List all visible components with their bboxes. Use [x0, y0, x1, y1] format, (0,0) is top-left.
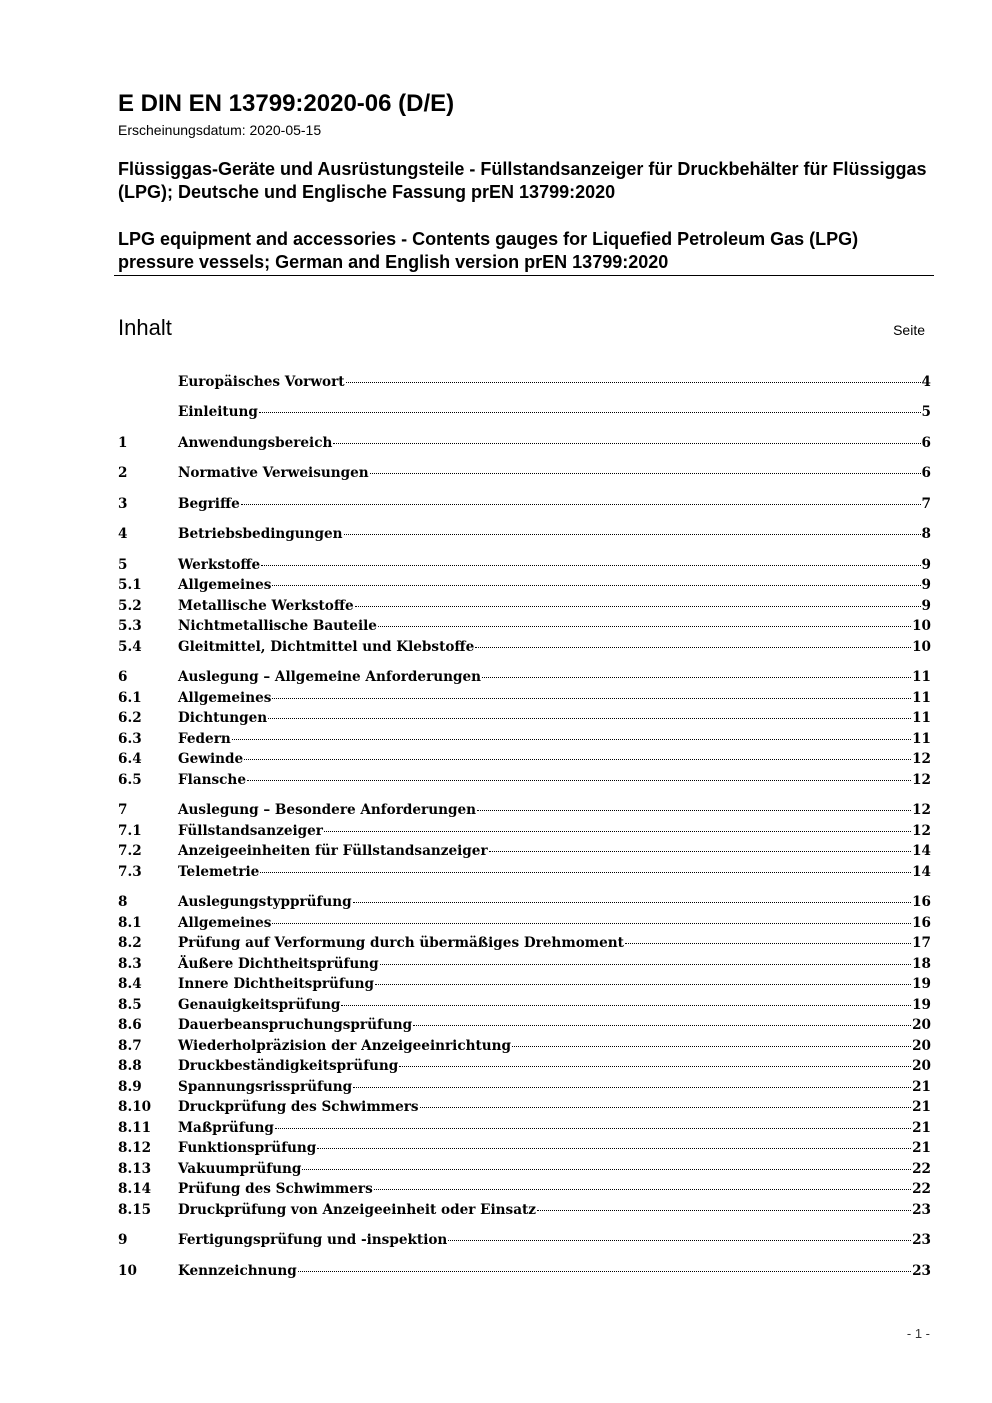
toc-entry[interactable] — [118, 708, 931, 728]
toc-entry-number: 8.4 — [118, 976, 142, 992]
toc-entry[interactable] — [118, 1261, 931, 1281]
toc-entry-title: Allgemeines — [178, 690, 272, 706]
toc-entry-number: 5.4 — [118, 639, 142, 655]
toc-entry-number: 7.2 — [118, 843, 142, 859]
toc-leader-dots — [232, 739, 911, 740]
toc-entry-page: 10 — [912, 618, 931, 634]
toc-entry-title: Wiederholpräzision der Anzeigeeinrichtung — [178, 1038, 512, 1054]
toc-entry-number: 8.9 — [118, 1079, 142, 1095]
toc-entry-title: Spannungsrissprüfung — [178, 1079, 353, 1095]
standard-identifier: E DIN EN 13799:2020-06 (D/E) — [118, 90, 455, 117]
toc-leader-dots — [317, 1148, 911, 1149]
toc-entry-page: 12 — [912, 802, 931, 818]
toc-leader-dots — [477, 810, 911, 811]
toc-leader-dots — [259, 412, 921, 413]
toc-entry[interactable] — [118, 770, 931, 790]
toc-entry-page: 12 — [912, 772, 931, 788]
toc-entry-page: 10 — [912, 639, 931, 655]
toc-leader-dots — [298, 1271, 911, 1272]
toc-entry-title: Genauigkeitsprüfung — [178, 997, 341, 1013]
toc-entry-number: 3 — [118, 496, 128, 512]
toc-entry[interactable] — [118, 913, 931, 933]
toc-entry-title: Innere Dichtheitsprüfung — [178, 976, 375, 992]
toc-entry-number: 6.2 — [118, 710, 142, 726]
toc-entry-page: 18 — [912, 956, 931, 972]
toc-entry-title: Normative Verweisungen — [178, 465, 369, 481]
toc-entry-page: 12 — [912, 823, 931, 839]
toc-entry-title: Funktionsprüfung — [178, 1140, 317, 1156]
toc-leader-dots — [275, 1128, 911, 1129]
toc-entry-number: 8.3 — [118, 956, 142, 972]
toc-leader-dots — [247, 780, 911, 781]
toc-entry-page: 23 — [912, 1202, 931, 1218]
toc-entry-title: Druckbeständigkeitsprüfung — [178, 1058, 399, 1074]
toc-entry-title: Begriffe — [178, 496, 240, 512]
toc-leader-dots — [260, 872, 911, 873]
toc-entry-number: 6.4 — [118, 751, 142, 767]
toc-entry-title: Anwendungsbereich — [178, 435, 333, 451]
toc-entry[interactable] — [118, 841, 931, 861]
toc-entry-page: 20 — [912, 1058, 931, 1074]
toc-entry-page: 16 — [912, 915, 931, 931]
toc-entry-number: 8.8 — [118, 1058, 142, 1074]
toc-leader-dots — [512, 1046, 911, 1047]
toc-leader-dots — [241, 504, 921, 505]
toc-entry-page: 22 — [912, 1161, 931, 1177]
toc-entry[interactable] — [118, 575, 931, 595]
document-title-english: LPG equipment and accessories - Contents gauges for Liquefied Petroleum Gas (LPG) pressure vessels; German and English version prEN 13799:2020 — [118, 229, 859, 272]
toc-leader-dots — [333, 443, 920, 444]
toc-entry[interactable] — [118, 1097, 931, 1117]
toc-entry[interactable] — [118, 688, 931, 708]
toc-entry-number: 8.10 — [118, 1099, 152, 1115]
toc-entry-page: 5 — [921, 404, 931, 420]
toc-entry-page: 22 — [912, 1181, 931, 1197]
toc-entry[interactable] — [118, 524, 931, 544]
toc-entry-page: 11 — [912, 731, 931, 747]
toc-entry-number: 8.13 — [118, 1161, 152, 1177]
toc-entry-page: 11 — [912, 669, 931, 685]
toc-entry-number: 7.3 — [118, 864, 142, 880]
toc-leader-dots — [374, 1189, 911, 1190]
toc-entry-page: 20 — [912, 1017, 931, 1033]
toc-entry-number: 5.2 — [118, 598, 142, 614]
toc-entry[interactable] — [118, 862, 931, 882]
toc-entry-title: Anzeigeeinheiten für Füllstandsanzeiger — [178, 843, 488, 859]
toc-entry-number: 8.6 — [118, 1017, 142, 1033]
toc-entry-title: Einleitung — [178, 404, 258, 420]
toc-entry-number: 4 — [118, 526, 128, 542]
toc-leader-dots — [355, 606, 921, 607]
toc-leader-dots — [324, 831, 911, 832]
toc-entry[interactable] — [118, 596, 931, 616]
toc-entry-title: Druckprüfung von Anzeigeeinheit oder Einsatz — [178, 1202, 537, 1218]
toc-entry-number: 6.1 — [118, 690, 142, 706]
toc-entry-title: Dichtungen — [178, 710, 268, 726]
toc-entry[interactable] — [118, 616, 931, 636]
toc-entry-title: Auslegungstypprüfung — [178, 894, 352, 910]
toc-entry-number: 8.11 — [118, 1120, 152, 1136]
toc-entry-title: Auslegung – Besondere Anforderungen — [178, 802, 477, 818]
toc-entry-page: 19 — [912, 976, 931, 992]
toc-entry-title: Fertigungsprüfung und -inspektion — [178, 1232, 448, 1248]
toc-entry-page: 16 — [912, 894, 931, 910]
toc-leader-dots — [353, 902, 911, 903]
toc-entry[interactable] — [118, 1200, 931, 1220]
toc-page-column-label: Seite — [893, 322, 925, 338]
toc-leader-dots — [380, 964, 911, 965]
toc-leader-dots — [353, 1087, 911, 1088]
toc-entry-number: 7 — [118, 802, 128, 818]
toc-leader-dots — [375, 984, 911, 985]
toc-entry-page: 20 — [912, 1038, 931, 1054]
toc-entry-number: 5.3 — [118, 618, 142, 634]
toc-entry-page: 14 — [912, 843, 931, 859]
toc-leader-dots — [370, 473, 921, 474]
toc-entry-page: 11 — [912, 710, 931, 726]
toc-entry-page: 11 — [912, 690, 931, 706]
toc-entry[interactable] — [118, 555, 931, 575]
toc-leader-dots — [399, 1066, 911, 1067]
toc-entry-title: Allgemeines — [178, 577, 272, 593]
toc-entry[interactable] — [118, 995, 931, 1015]
toc-leader-dots — [244, 759, 911, 760]
toc-entry[interactable] — [118, 1015, 931, 1035]
toc-entry-number: 7.1 — [118, 823, 142, 839]
toc-entry[interactable] — [118, 372, 931, 392]
toc-entry-page: 12 — [912, 751, 931, 767]
toc-entry-title: Auslegung – Allgemeine Anforderungen — [178, 669, 482, 685]
toc-entry[interactable] — [118, 729, 931, 749]
toc-entry[interactable] — [118, 1077, 931, 1097]
toc-entry-page: 9 — [921, 557, 931, 573]
toc-entry[interactable] — [118, 1230, 931, 1250]
toc-leader-dots — [420, 1107, 912, 1108]
toc-entry-number: 10 — [118, 1263, 137, 1279]
toc-entry-title: Federn — [178, 731, 231, 747]
toc-entry-number: 8.12 — [118, 1140, 152, 1156]
toc-entry-title: Gewinde — [178, 751, 244, 767]
toc-entry-title: Gleitmittel, Dichtmittel und Klebstoffe — [178, 639, 475, 655]
toc-entry-page: 8 — [921, 526, 931, 542]
toc-entry-title: Allgemeines — [178, 915, 272, 931]
toc-entry-number: 8.7 — [118, 1038, 142, 1054]
toc-entry-page: 21 — [912, 1099, 931, 1115]
toc-entry[interactable] — [118, 821, 931, 841]
toc-entry[interactable] — [118, 800, 931, 820]
toc-leader-dots — [272, 585, 920, 586]
document-title-german: Flüssiggas-Geräte und Ausrüstungsteile - Füllstandsanzeiger für Druckbehälter für Flüssiggas (LPG); Deutsche und Englische Fassung prEN 13799:2020 — [118, 159, 927, 202]
toc-entry[interactable] — [118, 1179, 931, 1199]
toc-entry-page: 6 — [921, 465, 931, 481]
toc-entry-number: 5 — [118, 557, 128, 573]
toc-entry[interactable] — [118, 463, 931, 483]
toc-leader-dots — [625, 943, 911, 944]
toc-leader-dots — [537, 1210, 911, 1211]
toc-entry-title: Telemetrie — [178, 864, 260, 880]
toc-entry-page: 17 — [912, 935, 931, 951]
toc-entry-title: Vakuumprüfung — [178, 1161, 302, 1177]
toc-entry-number: 9 — [118, 1232, 128, 1248]
toc-leader-dots — [378, 626, 911, 627]
toc-entry-number: 6.5 — [118, 772, 142, 788]
toc-entry[interactable] — [118, 494, 931, 514]
toc-leader-dots — [268, 718, 911, 719]
toc-entry[interactable] — [118, 1118, 931, 1138]
toc-entry-title: Maßprüfung — [178, 1120, 274, 1136]
toc-entry-number: 5.1 — [118, 577, 142, 593]
toc-entry[interactable] — [118, 433, 931, 453]
toc-heading: Inhalt — [118, 315, 172, 340]
toc-entry-page: 9 — [921, 577, 931, 593]
toc-entry[interactable] — [118, 933, 931, 953]
toc-leader-dots — [346, 382, 921, 383]
toc-entry-number: 8.2 — [118, 935, 142, 951]
toc-leader-dots — [475, 647, 911, 648]
toc-entry[interactable] — [118, 974, 931, 994]
toc-leader-dots — [489, 851, 911, 852]
toc-entry[interactable] — [118, 749, 931, 769]
toc-entry-title: Prüfung auf Verformung durch übermäßiges Drehmoment — [178, 935, 624, 951]
toc-leader-dots — [448, 1240, 911, 1241]
toc-entry[interactable] — [118, 637, 931, 657]
toc-entry-page: 23 — [912, 1263, 931, 1279]
toc-entry-title: Nichtmetallische Bauteile — [178, 618, 377, 634]
toc-entry-page: 21 — [912, 1120, 931, 1136]
toc-entry-number: 1 — [118, 435, 128, 451]
page-number: - 1 - — [906, 1326, 930, 1341]
toc-entry-number: 8.14 — [118, 1181, 152, 1197]
toc-entry[interactable] — [118, 1036, 931, 1056]
toc-entry-number: 6.3 — [118, 731, 142, 747]
toc-entry-title: Füllstandsanzeiger — [178, 823, 323, 839]
toc-entry-number: 8.1 — [118, 915, 142, 931]
toc-entry-page: 9 — [921, 598, 931, 614]
toc-leader-dots — [261, 565, 920, 566]
toc-leader-dots — [302, 1169, 911, 1170]
toc-entry-number: 6 — [118, 669, 128, 685]
toc-leader-dots — [341, 1005, 911, 1006]
toc-entry-page: 4 — [921, 374, 931, 390]
toc-entry[interactable] — [118, 667, 931, 687]
toc-entry-title: Flansche — [178, 772, 246, 788]
toc-entry-title: Metallische Werkstoffe — [178, 598, 354, 614]
toc-entry[interactable] — [118, 954, 931, 974]
toc-entry-page: 23 — [912, 1232, 931, 1248]
toc-entry-title: Äußere Dichtheitsprüfung — [178, 956, 379, 972]
title-divider — [114, 275, 934, 276]
toc-entry-title: Werkstoffe — [178, 557, 261, 573]
toc-entry-title: Kennzeichnung — [178, 1263, 297, 1279]
toc-entry-page: 7 — [921, 496, 931, 512]
toc-entry-number: 8 — [118, 894, 128, 910]
publication-date: Erscheinungsdatum: 2020-05-15 — [118, 122, 322, 138]
toc-entry[interactable] — [118, 402, 931, 422]
toc-leader-dots — [272, 698, 911, 699]
toc-entry-page: 21 — [912, 1140, 931, 1156]
toc-entry-title: Dauerbeanspruchungsprüfung — [178, 1017, 413, 1033]
toc-entry-page: 19 — [912, 997, 931, 1013]
toc-entry[interactable] — [118, 892, 931, 912]
toc-entry-page: 6 — [921, 435, 931, 451]
toc-entry-number: 2 — [118, 465, 128, 481]
toc-entry-number: 8.15 — [118, 1202, 152, 1218]
toc-entry[interactable] — [118, 1138, 931, 1158]
toc-entry-title: Prüfung des Schwimmers — [178, 1181, 373, 1197]
toc-entry-title: Druckprüfung des Schwimmers — [178, 1099, 419, 1115]
toc-entry[interactable] — [118, 1159, 931, 1179]
toc-leader-dots — [272, 923, 911, 924]
toc-entry[interactable] — [118, 1056, 931, 1076]
toc-entry-page: 21 — [912, 1079, 931, 1095]
toc-leader-dots — [413, 1025, 911, 1026]
toc-entry-title: Betriebsbedingungen — [178, 526, 343, 542]
toc-entry-title: Europäisches Vorwort — [178, 374, 345, 390]
toc-leader-dots — [344, 534, 921, 535]
toc-entry-page: 14 — [912, 864, 931, 880]
toc-entry-number: 8.5 — [118, 997, 142, 1013]
toc-leader-dots — [482, 677, 911, 678]
